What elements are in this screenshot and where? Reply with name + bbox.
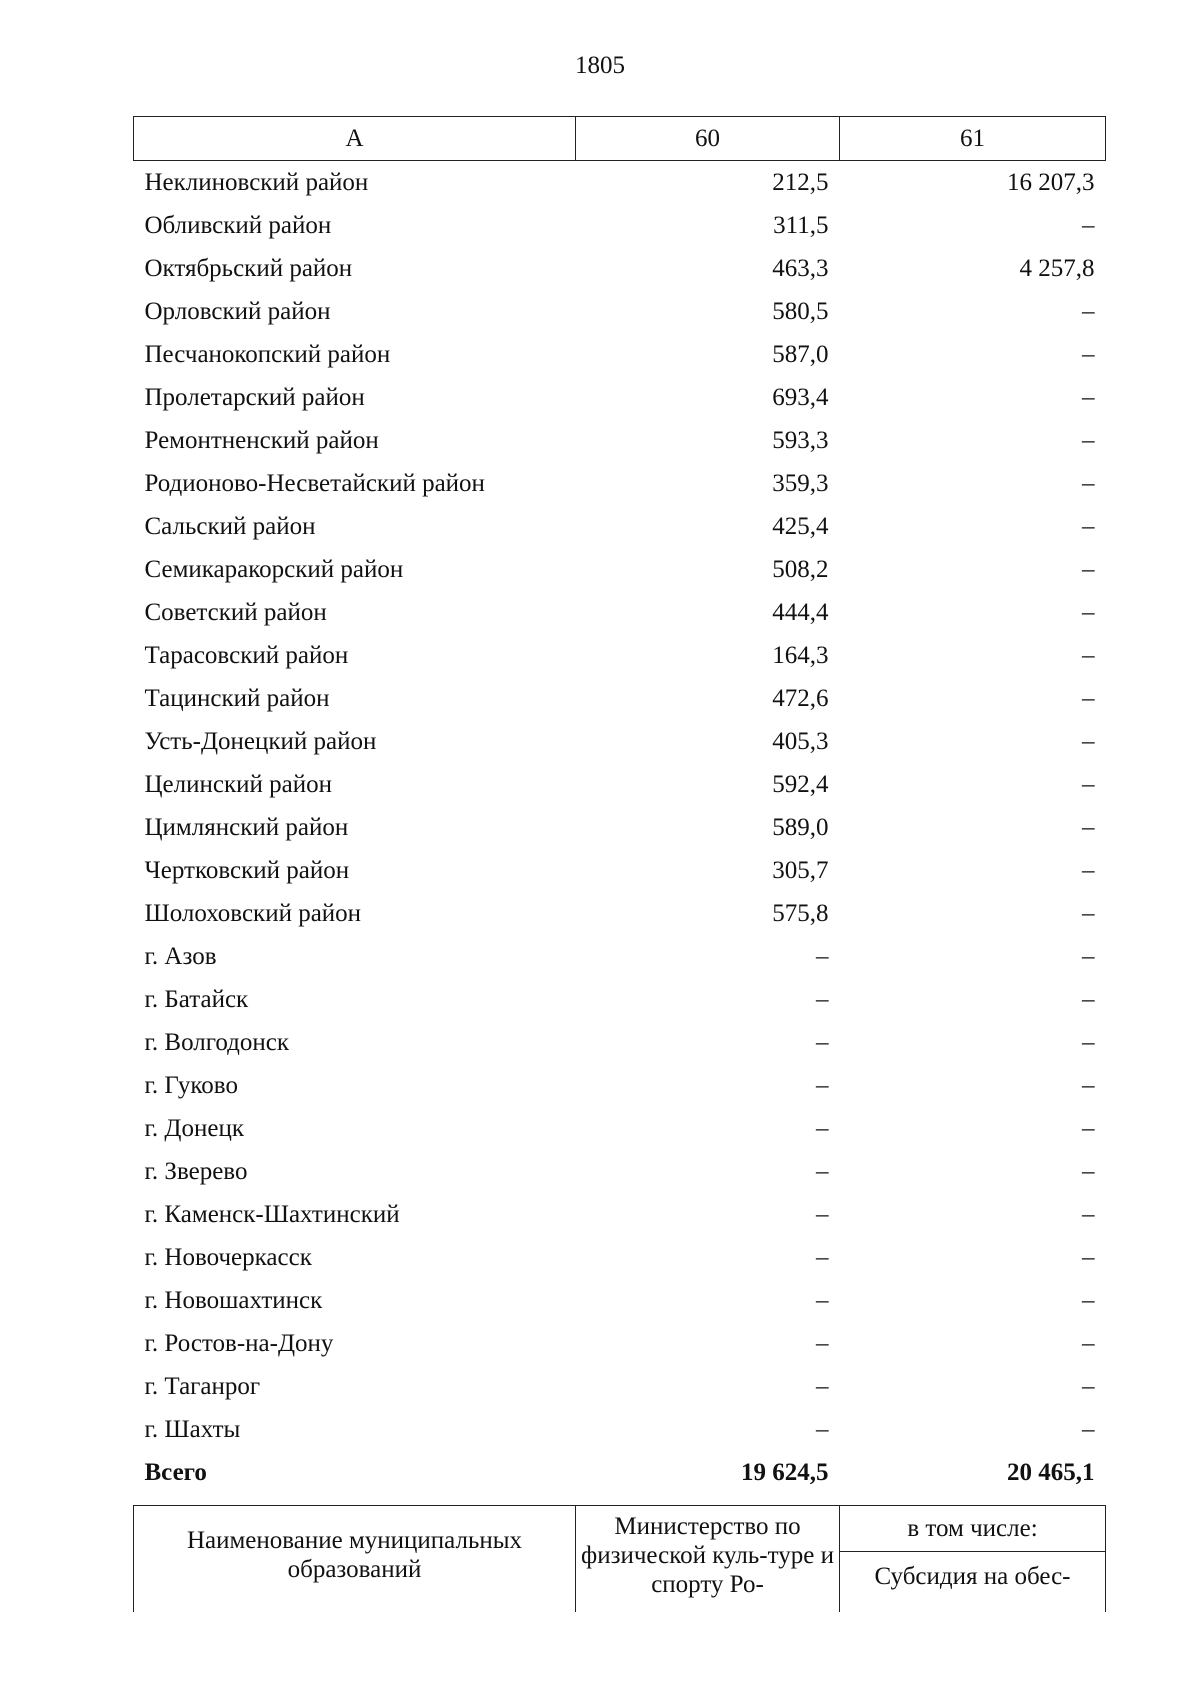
row-value-60: 212,5	[772, 168, 829, 196]
row-value-60: –	[816, 1329, 829, 1357]
row-value-60: 472,6	[772, 684, 829, 712]
row-value-61: –	[1082, 641, 1095, 669]
row-name: г. Новочеркасск	[144, 1243, 312, 1271]
row-value-60: –	[816, 1200, 829, 1228]
row-name: Сальский район	[144, 512, 316, 540]
table-row	[134, 1236, 1106, 1279]
row-value-61: –	[1082, 813, 1095, 841]
table-row	[134, 935, 1106, 978]
row-value-60: 587,0	[772, 340, 829, 368]
row-value-61: –	[1082, 340, 1095, 368]
row-value-60: 575,8	[772, 899, 829, 927]
row-value-61: 16 207,3	[1007, 168, 1095, 196]
row-name: г. Азов	[144, 942, 217, 970]
row-value-60: 580,5	[772, 297, 829, 325]
table-row	[134, 806, 1106, 849]
row-value-60: –	[816, 1071, 829, 1099]
row-value-60: –	[816, 1114, 829, 1142]
data-table	[133, 116, 1106, 1494]
table-row	[134, 591, 1106, 634]
total-value-60: 19 624,5	[741, 1458, 829, 1486]
row-name: Песчанокопский район	[144, 340, 391, 368]
row-value-61: –	[1082, 942, 1095, 970]
table-row	[134, 333, 1106, 376]
row-value-61: –	[1082, 856, 1095, 884]
row-value-60: 444,4	[772, 598, 829, 626]
row-value-60: 463,3	[772, 254, 829, 282]
row-value-61: –	[1082, 1071, 1095, 1099]
row-name: Тацинский район	[144, 684, 330, 712]
column-header-61: 61	[840, 117, 1106, 161]
row-value-61: –	[1082, 512, 1095, 540]
row-value-61: –	[1082, 727, 1095, 755]
row-value-60: –	[816, 1372, 829, 1400]
row-name: г. Зверево	[144, 1157, 248, 1185]
table-row	[134, 419, 1106, 462]
column-header-a: А	[134, 117, 576, 161]
row-value-61: –	[1082, 211, 1095, 239]
table-row	[134, 290, 1106, 333]
row-value-60: 405,3	[772, 727, 829, 755]
row-value-61: –	[1082, 555, 1095, 583]
row-value-60: –	[816, 1243, 829, 1271]
row-name: Шолоховский район	[144, 899, 362, 927]
table-row	[134, 677, 1106, 720]
row-value-60: –	[816, 1415, 829, 1443]
table-row	[134, 1279, 1106, 1322]
row-value-61: 4 257,8	[1019, 254, 1095, 282]
row-value-61: –	[1082, 297, 1095, 325]
row-name: г. Шахты	[144, 1415, 241, 1443]
table-row	[134, 1064, 1106, 1107]
table-row	[134, 763, 1106, 806]
row-name: Родионово-Несветайский район	[144, 469, 485, 497]
total-label: Всего	[144, 1458, 207, 1486]
row-value-61: –	[1082, 598, 1095, 626]
table-row	[134, 1322, 1106, 1365]
table-row	[134, 376, 1106, 419]
row-value-61: –	[1082, 899, 1095, 927]
header-subsidy: Субсидия на обес-	[840, 1552, 1106, 1612]
row-value-61: –	[1082, 770, 1095, 798]
row-value-60: 305,7	[772, 856, 829, 884]
table-row	[134, 720, 1106, 763]
row-name: Тарасовский район	[144, 641, 349, 669]
header-ministry: Министерство по физической куль-туре и спорту Ро-	[576, 1506, 840, 1613]
table-row	[134, 1107, 1106, 1150]
row-value-61: –	[1082, 1028, 1095, 1056]
next-table-header	[133, 1505, 1106, 1612]
row-name: г. Новошахтинск	[144, 1286, 323, 1314]
row-value-60: –	[816, 1286, 829, 1314]
table-row	[134, 247, 1106, 290]
row-value-60: 693,4	[772, 383, 829, 411]
table-row	[134, 1365, 1106, 1408]
total-value-61: 20 465,1	[1007, 1458, 1095, 1486]
row-name: г. Гуково	[144, 1071, 238, 1099]
table-row	[134, 1021, 1106, 1064]
row-value-60: –	[816, 985, 829, 1013]
row-value-61: –	[1082, 1200, 1095, 1228]
row-name: Орловский район	[144, 297, 331, 325]
table-row	[134, 978, 1106, 1021]
row-name: Целинский район	[144, 770, 332, 798]
total-row	[134, 1451, 1106, 1494]
row-value-61: –	[1082, 1372, 1095, 1400]
row-name: Пролетарский район	[144, 383, 365, 411]
row-value-60: 508,2	[772, 555, 829, 583]
row-name: г. Батайск	[144, 985, 249, 1013]
table-row	[134, 505, 1106, 548]
row-name: Октябрьский район	[144, 254, 353, 282]
table-row	[134, 1408, 1106, 1451]
row-name: Чертковский район	[144, 856, 350, 884]
row-value-61: –	[1082, 985, 1095, 1013]
row-value-60: 425,4	[772, 512, 829, 540]
row-name: Неклиновский район	[144, 168, 369, 196]
row-name: г. Каменск-Шахтинский	[144, 1200, 400, 1228]
table-row	[134, 892, 1106, 935]
row-value-60: 359,3	[772, 469, 829, 497]
table-row	[134, 1150, 1106, 1193]
row-name: г. Донецк	[144, 1114, 244, 1142]
row-value-61: –	[1082, 684, 1095, 712]
row-name: Ремонтненский район	[144, 426, 379, 454]
row-name: г. Волгодонск	[144, 1028, 290, 1056]
row-value-60: 311,5	[773, 211, 829, 239]
table-header-row	[134, 117, 1106, 161]
table-row	[134, 634, 1106, 677]
row-value-61: –	[1082, 1243, 1095, 1271]
row-name: Цимлянский район	[144, 813, 349, 841]
row-name: Советский район	[144, 598, 327, 626]
row-name: г. Таганрог	[144, 1372, 261, 1400]
row-value-60: –	[816, 1157, 829, 1185]
row-name: г. Ростов-на-Дону	[144, 1329, 334, 1357]
row-value-61: –	[1082, 1329, 1095, 1357]
row-name: Усть-Донецкий район	[144, 727, 377, 755]
row-value-60: 164,3	[772, 641, 829, 669]
header-including: в том числе:	[840, 1506, 1106, 1552]
header-municipality-name: Наименование муниципальных образований	[134, 1506, 576, 1613]
row-value-61: –	[1082, 1415, 1095, 1443]
column-header-60: 60	[576, 117, 840, 161]
row-value-61: –	[1082, 1114, 1095, 1142]
row-value-61: –	[1082, 383, 1095, 411]
row-value-61: –	[1082, 1286, 1095, 1314]
table-row	[134, 161, 1106, 205]
row-name: Обливский район	[144, 211, 332, 239]
table-row	[134, 204, 1106, 247]
row-name: Семикаракорский район	[144, 555, 404, 583]
row-value-60: 593,3	[772, 426, 829, 454]
table-row	[134, 462, 1106, 505]
table-row	[134, 849, 1106, 892]
row-value-60: 589,0	[772, 813, 829, 841]
page-number: 1805	[575, 52, 625, 79]
table-row	[134, 548, 1106, 591]
row-value-61: –	[1082, 426, 1095, 454]
row-value-60: –	[816, 1028, 829, 1056]
row-value-61: –	[1082, 1157, 1095, 1185]
table-row	[134, 1193, 1106, 1236]
row-value-60: 592,4	[772, 770, 829, 798]
row-value-60: –	[816, 942, 829, 970]
row-value-61: –	[1082, 469, 1095, 497]
